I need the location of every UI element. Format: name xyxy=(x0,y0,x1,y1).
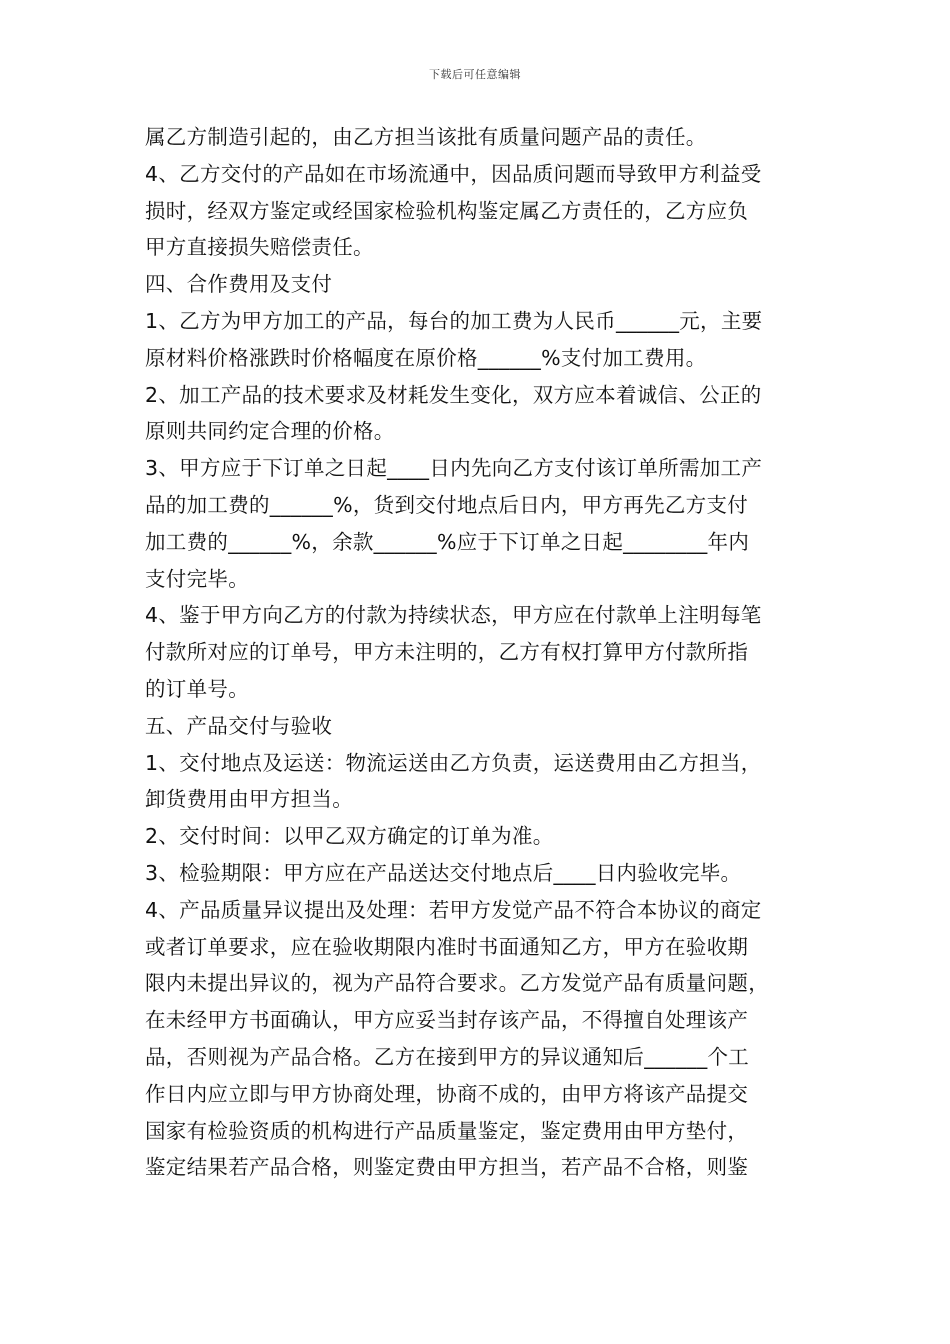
text-line: 或者订单要求，应在验收期限内准时书面通知乙方，甲方在验收期 xyxy=(145,934,749,959)
text-line: 原则共同约定合理的价格。 xyxy=(145,419,395,444)
text-line: 4、产品质量异议提出及处理：若甲方发觉产品不符合本协议的商定 xyxy=(145,897,762,922)
text-line: 2、交付时间：以甲乙双方确定的订单为准。 xyxy=(145,824,554,849)
text-line: 4、乙方交付的产品如在市场流通中，因品质问题而导致甲方利益受 xyxy=(145,161,762,186)
text-line: 鉴定结果若产品合格，则鉴定费由甲方担当，若产品不合格，则鉴 xyxy=(145,1155,749,1180)
text-line: 2、加工产品的技术要求及材耗发生变化，双方应本着诚信、公正的 xyxy=(145,382,762,407)
text-line: 品的加工费的______%，货到交付地点后日内，甲方再先乙方支付 xyxy=(145,492,749,517)
text-line: 1、交付地点及运送：物流运送由乙方负责，运送费用由乙方担当， xyxy=(145,750,762,775)
document-body xyxy=(145,119,810,1186)
text-line: 付款所对应的订单号，甲方未注明的，乙方有权打算甲方付款所指 xyxy=(145,640,749,665)
text-line: 支付完毕。 xyxy=(145,566,249,591)
text-line: 3、甲方应于下订单之日起____日内先向乙方支付该订单所需加工产 xyxy=(145,456,763,481)
text-line: 品，否则视为产品合格。乙方在接到甲方的异议通知后______个工 xyxy=(145,1044,750,1069)
text-line: 限内未提出异议的，视为产品符合要求。乙方发觉产品有质量问题， xyxy=(145,971,769,996)
text-line: 原材料价格涨跌时价格幅度在原价格______%支付加工费用。 xyxy=(145,345,707,370)
text-line: 加工费的______%，余款______%应于下订单之日起________年内 xyxy=(145,529,750,554)
text-line: 的订单号。 xyxy=(145,676,249,701)
text-line: 甲方直接损失赔偿责任。 xyxy=(145,235,374,260)
text-line: 属乙方制造引起的，由乙方担当该批有质量问题产品的责任。 xyxy=(145,125,707,149)
text-line: 在未经甲方书面确认，甲方应妥当封存该产品，不得擅自处理该产 xyxy=(145,1008,749,1033)
text-line: 卸货费用由甲方担当。 xyxy=(145,787,353,812)
text-line: 作日内应立即与甲方协商处理，协商不成的，由甲方将该产品提交 xyxy=(145,1081,749,1106)
text-line: 3、检验期限：甲方应在产品送达交付地点后____日内验收完毕。 xyxy=(145,860,742,885)
section-heading: 五、产品交付与验收 xyxy=(145,713,333,738)
text-line: 4、鉴于甲方向乙方的付款为持续状态，甲方应在付款单上注明每笔 xyxy=(145,603,762,628)
page-header: 下载后可任意编辑 xyxy=(429,68,521,81)
text-line: 1、乙方为甲方加工的产品，每台的加工费为人民币______元，主要 xyxy=(145,308,763,333)
text-line: 损时，经双方鉴定或经国家检验机构鉴定属乙方责任的，乙方应负 xyxy=(145,198,749,223)
text-line: 国家有检验资质的机构进行产品质量鉴定，鉴定费用由甲方垫付， xyxy=(145,1118,749,1143)
section-heading: 四、合作费用及支付 xyxy=(145,272,333,297)
